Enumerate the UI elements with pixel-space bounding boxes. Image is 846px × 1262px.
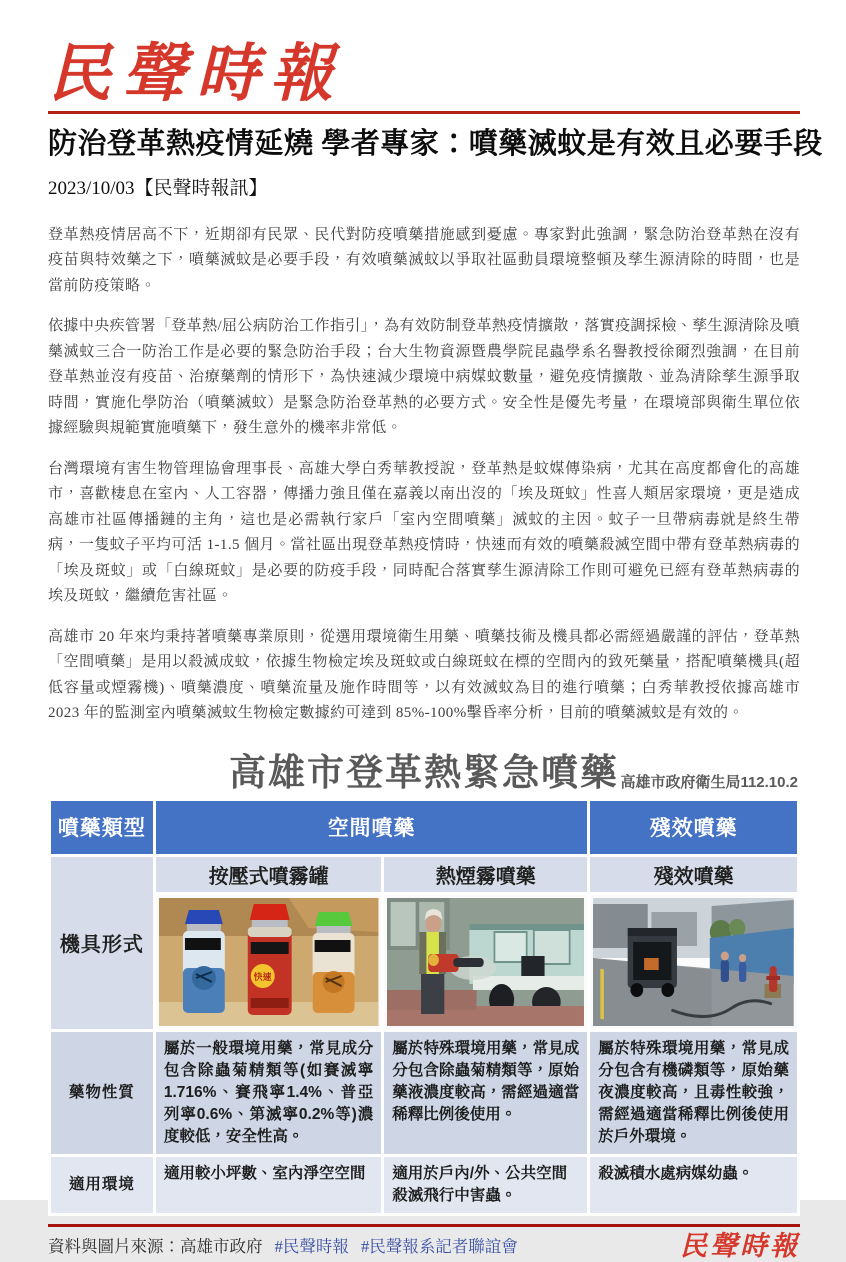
article-headline: 防治登革熱疫情延燒 學者專家：噴藥滅蚊是有效且必要手段 (48, 128, 823, 161)
environment-cell-residual: 殺滅積水處病媒幼蟲。 (589, 1155, 799, 1214)
properties-cell-thermal-fog: 屬於特殊環境用藥，常見成分包含除蟲菊精類等，原始藥液濃度較高，需經過適當稀釋比例後使用。 (383, 1030, 589, 1155)
footer-logo: 民聲時報 (680, 1230, 800, 1262)
masthead-logo: 民聲時報 (48, 36, 344, 110)
spray-types-table (48, 798, 800, 1216)
hashtag-link-minsheng-times[interactable]: #民聲時報 (274, 1236, 349, 1256)
properties-cell-aerosol: 屬於一般環境用藥，常見成分包含除蟲菊精類等(如賽滅寧1.716%、賽飛寧1.4%、普亞列寧0.6%、第滅寧0.2%等)濃度較低，安全性高。 (154, 1030, 382, 1155)
table-photo-row (50, 893, 799, 1030)
row-label-properties: 藥物性質 (50, 1030, 155, 1155)
aerosol-cans-photo (159, 898, 378, 1026)
infographic-title-row (48, 742, 800, 794)
table-properties-row (50, 1030, 799, 1155)
table-subheader-row (50, 855, 799, 893)
article-paragraph: 依據中央疾管署「登革熱/屈公病防治工作指引」，為有效防制登革熱疫情擴散，落實疫調採檢、孳生源清除及噴藥滅蚊三合一防治工作是必要的緊急防治手段；台大生物資源暨農學院昆蟲學系名譽教授徐爾烈強調，在目前登革熱並沒有疫苗、治療藥劑的情形下，為快速減少環境中病媒蚊數量，避免疫情擴散、並為清除孳生源爭取時間，實施化學防治（噴藥滅蚊）是緊急防治登革熱的必要方式。安全性是優先考量，在環境部與衛生單位依據經驗與規範實施噴藥下，發生意外的機率非常低。 (48, 318, 800, 437)
photo-cell (154, 893, 382, 1030)
page-footer (48, 1230, 800, 1262)
row-label-environment: 適用環境 (50, 1155, 155, 1214)
source-credit-text: 資料與圖片來源：高雄市政府 (48, 1236, 263, 1256)
footer-rule (48, 1224, 800, 1227)
header-cell-spray-type: 噴藥類型 (50, 799, 155, 855)
infographic-source: 高雄市政府衛生局112.10.2 (620, 773, 798, 791)
photo-cell (589, 893, 799, 1030)
header-cell-residual-spray: 殘效噴藥 (589, 799, 799, 855)
article-body (48, 223, 800, 727)
subheader-aerosol-can: 按壓式噴霧罐 (154, 855, 382, 893)
table-environment-row (50, 1155, 799, 1214)
thermal-fogging-photo (387, 898, 584, 1026)
article-paragraph: 高雄市 20 年來均秉持著噴藥專業原則，從選用環境衛生用藥、噴藥技術及機具都必需經過嚴謹的評估，登革熱「空間噴藥」是用以殺滅成蚊，依據生物檢定埃及斑蚊或白線斑蚊在標的空間內的致死藥量，搭配噴藥機具(超低容量或煙霧機)、噴藥濃度、噴藥流量及施作時間等，以有效滅蚊為目的進行噴藥；白秀華教授依據高雄市 2023 年的監測室內噴藥滅蚊生物檢定數據約可達到 85%-100%擊昏率分析，目前的噴藥滅蚊是有效的。 (48, 628, 800, 722)
properties-cell-residual: 屬於特殊環境用藥，常見成分包含有機磷類等，原始藥夜濃度較高，且毒性較強，需經過適當稀釋比例後使用於戶外環境。 (589, 1030, 799, 1155)
row-label-equipment: 機具形式 (50, 855, 155, 1030)
subheader-thermal-fog: 熱煙霧噴藥 (383, 855, 589, 893)
hashtag-link-reporters-association[interactable]: #民聲報系記者聯誼會 (361, 1236, 518, 1256)
subheader-residual: 殘效噴藥 (589, 855, 799, 893)
residual-spray-truck-photo (593, 898, 794, 1026)
article-paragraph: 台灣環境有害生物管理協會理事長、高雄大學白秀華教授說，登革熱是蚊媒傳染病，尤其在高度都會化的高雄市，喜歡棲息在室內、人工容器，傳播力強且僅在嘉義以南出沒的「埃及斑蚊」性喜人類居家環境，更是造成高雄市社區傳播鏈的主角，這也是必需執行家戶「室內空間噴藥」滅蚊的主因。蚊子一旦帶病毒就是終生帶病，一隻蚊子平均可活 1-1.5 個月。當社區出現登革熱疫情時，快速而有效的噴藥殺滅空間中帶有登革熱病毒的「埃及斑蚊」或「白線斑蚊」是必要的防疫手段，同時配合落實孳生源清除工作則可避免已經有登革熱病毒的埃及斑蚊，繼續危害社區。 (48, 460, 800, 605)
environment-cell-aerosol: 適用較小坪數、室內淨空空間 (154, 1155, 382, 1214)
masthead-rule (48, 111, 800, 114)
photo-cell (383, 893, 589, 1030)
article-paragraph: 登革熱疫情居高不下，近期卻有民眾、民代對防疫噴藥措施感到憂慮。專家對此強調，緊急防治登革熱在沒有疫苗與特效藥之下，噴藥滅蚊是必要手段，有效噴藥滅蚊以爭取社區動員環境整頓及孳生源清除的時間，也是當前防疫策略。 (48, 226, 800, 294)
table-header-row (50, 799, 799, 855)
can-badge-text: 快速 (253, 971, 272, 982)
source-credit (48, 1233, 518, 1257)
infographic-title: 高雄市登革熱緊急噴藥 (229, 751, 619, 793)
environment-cell-thermal-fog: 適用於戶內/外、公共空間殺滅飛行中害蟲。 (383, 1155, 589, 1214)
article-dateline: 2023/10/03【民聲時報訊】 (48, 177, 268, 199)
header-cell-space-spray: 空間噴藥 (154, 799, 588, 855)
